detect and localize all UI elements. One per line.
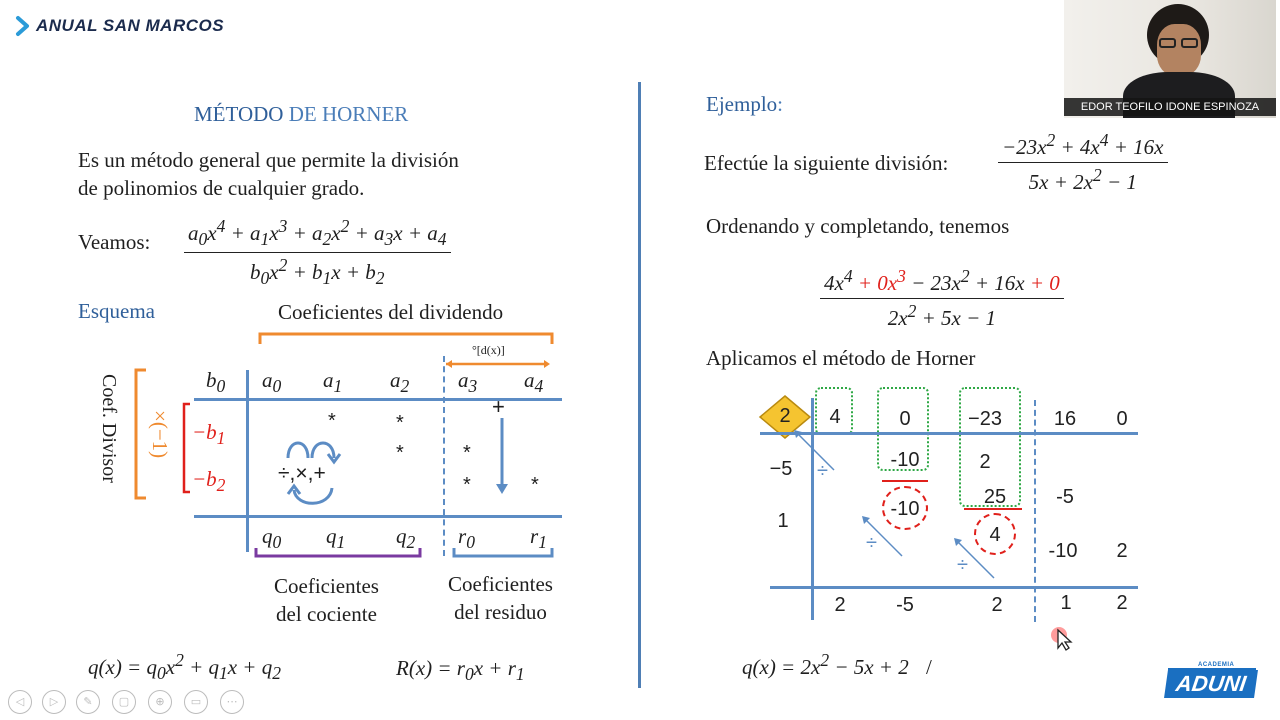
aplicamos-label: Aplicamos el método de Horner — [706, 346, 976, 370]
star: * — [396, 442, 404, 464]
description — [78, 146, 459, 202]
down-arrow — [494, 416, 510, 496]
prev-button[interactable]: ◁ — [8, 690, 32, 714]
more-button[interactable]: ⋯ — [220, 690, 244, 714]
scheme-top-a3: $a_3$ — [458, 368, 478, 397]
horner-divisor-first: 2 — [779, 405, 791, 427]
quotient-formula: $q(x) = q_0x^2 + q_1x + q_2$ — [88, 650, 281, 684]
divide-sign: ÷ — [866, 532, 877, 554]
veamos-label: Veamos: — [78, 230, 151, 254]
ordered-fraction: $\frac{4x^4 + 0x^3 - 23x^2 + 16x + 0}{2x^2 + 5x - 1}$ — [820, 266, 1064, 331]
horner-dividend-1: 0 — [899, 408, 911, 430]
course-title: ANUAL SAN MARCOS — [36, 16, 225, 35]
scheme-bottom-q2: $q_2$ — [396, 524, 416, 553]
horner-row1-0: -10 — [890, 449, 920, 471]
horner-result-0: 2 — [834, 594, 846, 616]
center-divider — [638, 82, 641, 688]
presenter-name: EDOR TEOFILO IDONE ESPINOZA — [1064, 98, 1276, 116]
title-part2: DE HORNER — [288, 102, 409, 126]
divide-sign: ÷ — [957, 554, 968, 576]
ejemplo-label — [706, 92, 783, 117]
scheme-neg-b1: $-b_1$ — [192, 420, 226, 449]
horner-result-2: 2 — [991, 594, 1003, 616]
horner-dashed-line — [1034, 400, 1036, 622]
efectue-label: Efectúe la siguiente división: — [704, 151, 949, 175]
horner-row3-1: 2 — [1116, 540, 1128, 562]
divide-sign: ÷ — [817, 460, 828, 482]
cociente-label — [274, 572, 379, 628]
scheme-bottom-r1: $r_1$ — [530, 524, 547, 553]
result-quotient: $q(x) = 2x^2 - 5x + 2$ / — [742, 650, 932, 679]
scheme-top-line — [194, 398, 562, 401]
cociente-line2: del cociente — [276, 602, 377, 626]
horner-dividend-3: 16 — [1053, 408, 1077, 430]
scheme-b0: $b_0$ — [206, 368, 226, 397]
scheme-bottom-r0: $r_0$ — [458, 524, 475, 553]
chevron-right-icon — [12, 15, 34, 37]
aduni-logo — [1164, 662, 1258, 700]
scheme-top-a4: $a_4$ — [524, 368, 544, 397]
horner-bottom-line — [770, 586, 1138, 589]
webcam-feed — [1064, 0, 1276, 118]
screen-button[interactable]: ▭ — [184, 690, 208, 714]
underline-red — [882, 480, 928, 482]
horner-result-3: 1 — [1060, 592, 1072, 614]
horner-result-4: 2 — [1116, 592, 1128, 614]
horner-row2-1: -5 — [1056, 486, 1074, 508]
scheme-dashed-line — [443, 356, 445, 556]
next-button[interactable]: ▷ — [42, 690, 66, 714]
residue-bracket — [452, 546, 556, 560]
horner-dividend-2: −23 — [968, 408, 1002, 430]
ejemplo-colon: : — [777, 92, 783, 116]
scheme-bottom-q0: $q_0$ — [262, 524, 282, 553]
residuo-line2: del residuo — [454, 600, 547, 624]
esquema-label: Esquema — [78, 299, 155, 323]
horner-circled-0: -10 — [890, 498, 920, 520]
title-part1: MÉTODO — [194, 102, 284, 126]
scheme-top-a2: $a_2$ — [390, 368, 410, 397]
slides-button[interactable]: ▢ — [112, 690, 136, 714]
header — [10, 10, 310, 44]
star: * — [396, 412, 404, 434]
quotient-bracket — [254, 546, 424, 560]
underline-red — [964, 508, 1022, 510]
horner-circled-1: 4 — [989, 524, 1001, 546]
star: * — [531, 474, 539, 496]
horner-dividend-0: 4 — [829, 406, 841, 428]
scheme-neg-b2: $-b_2$ — [192, 467, 226, 496]
description-line2: de polinomios de cualquier grado. — [78, 176, 365, 200]
mouse-cursor-icon — [1050, 624, 1076, 652]
ordenando-label: Ordenando y completando, tenemos — [706, 214, 1010, 238]
scheme-vertical-line — [246, 370, 249, 552]
horner-result-1: -5 — [896, 594, 914, 616]
horner-row3-0: -10 — [1048, 540, 1078, 562]
times-neg-one: ×(−1) — [148, 410, 172, 459]
ejemplo-text: Ejemplo — [706, 92, 778, 116]
scheme-top-a0: $a_0$ — [262, 368, 282, 397]
residue-formula: $R(x) = r_0x + r_1$ — [396, 656, 525, 685]
scheme-bottom-q1: $q_1$ — [326, 524, 346, 553]
dividend-label: Coeficientes del dividendo — [278, 300, 504, 324]
horner-divisor-1: −5 — [769, 458, 793, 480]
horner-dividend-4: 0 — [1116, 408, 1128, 430]
horner-divisor-2: 1 — [777, 510, 789, 532]
residuo-line1: Coeficientes — [448, 572, 553, 596]
page-title — [194, 102, 408, 127]
cociente-line1: Coeficientes — [274, 574, 379, 598]
star: * — [463, 442, 471, 464]
description-line1: Es un método general que permite la división — [78, 148, 459, 172]
residuo-label — [448, 570, 553, 626]
star: * — [463, 474, 471, 496]
logo-big-text: ADUNI — [1164, 670, 1258, 698]
example-fraction: $\frac{-23x^2 + 4x^4 + 16x}{5x + 2x^2 - 1}$ — [998, 130, 1168, 195]
scheme-bottom-line — [194, 515, 562, 518]
star: * — [328, 410, 336, 432]
pen-button[interactable]: ✎ — [76, 690, 100, 714]
dividend-bracket — [256, 328, 556, 348]
degree-label: °[d(x)] — [472, 343, 505, 357]
ops-label: ÷,×,+ — [278, 462, 326, 485]
divisor-label: Coef. Divisor — [98, 374, 120, 483]
scheme-top-a1: $a_1$ — [323, 368, 343, 397]
plus-sign: + — [492, 394, 505, 419]
horner-row1-1: 2 — [979, 451, 991, 473]
diagonal-arrow — [790, 428, 840, 474]
horner-row2-0: 25 — [983, 486, 1007, 508]
neg-bracket — [180, 402, 192, 494]
logo-small-text: ACADEMIA — [1198, 662, 1235, 668]
general-fraction: $\frac{a_0x^4 + a_1x^3 + a_2x^2 + a_3x + a_4}{b_0x^2 + b_1x + b_2}$ — [184, 216, 451, 289]
zoom-button[interactable]: ⊕ — [148, 690, 172, 714]
